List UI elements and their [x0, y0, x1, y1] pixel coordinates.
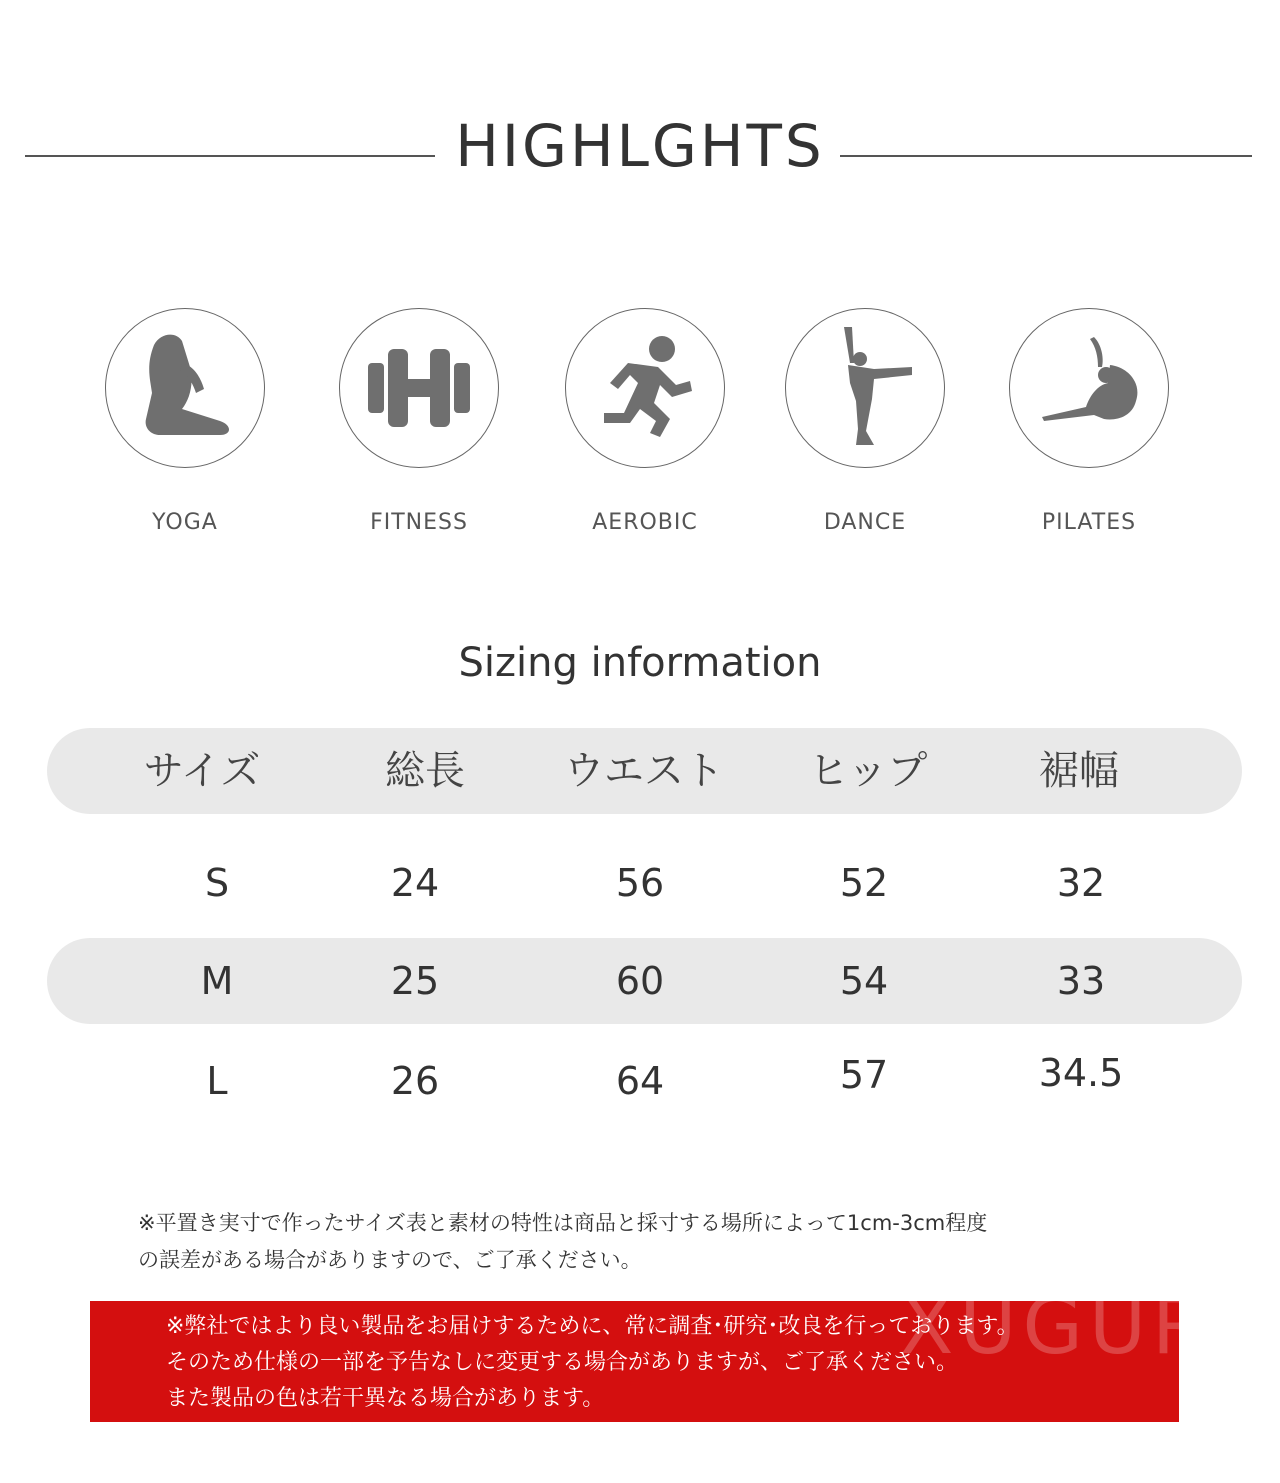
header-hem: 裾幅: [1039, 748, 1119, 794]
yoga-pose-icon: [120, 323, 250, 453]
size-table-header: [47, 728, 1242, 814]
sizing-title: Sizing information: [458, 640, 822, 686]
table-row: [47, 840, 1242, 926]
table-cell: 57: [839, 1053, 889, 1097]
table-cell: 60: [615, 959, 665, 1003]
measurement-note: [138, 1205, 1148, 1279]
table-row: [47, 938, 1242, 1024]
notice-line: また製品の色は若干異なる場合があります。: [166, 1386, 605, 1411]
table-cell: 34.5: [1038, 1051, 1124, 1095]
table-cell: L: [206, 1059, 228, 1103]
header-waist: ウエスト: [564, 748, 724, 794]
activity-circle: [1009, 308, 1169, 468]
header-length: 総長: [385, 748, 465, 794]
activity-label: DANCE: [823, 510, 907, 535]
table-cell: 56: [615, 861, 665, 905]
dancer-pose-icon: [800, 323, 930, 453]
pilates-pose-icon: [1024, 323, 1154, 453]
table-cell: 64: [615, 1059, 665, 1103]
measurement-note-line: の誤差がある場合がありますので、ご了承ください。: [138, 1248, 642, 1272]
activity-fitness: [304, 308, 534, 535]
table-cell: 26: [390, 1059, 440, 1103]
brand-watermark: XUGUR: [900, 1282, 1213, 1372]
table-row: [47, 1038, 1242, 1124]
table-cell: S: [204, 861, 230, 905]
activity-pilates: [974, 308, 1204, 535]
highlights-title: HIGHLGHTS: [455, 112, 825, 180]
table-cell: 33: [1056, 959, 1106, 1003]
activity-list: [0, 308, 1280, 568]
activity-circle: [785, 308, 945, 468]
activity-yoga: [70, 308, 300, 535]
activity-circle: [339, 308, 499, 468]
table-cell: 25: [390, 959, 440, 1003]
product-notice-box: [90, 1282, 1213, 1422]
activity-label: PILATES: [1041, 510, 1137, 535]
activity-label: FITNESS: [370, 510, 468, 535]
table-cell: 54: [839, 959, 889, 1003]
header-hip: ヒップ: [808, 748, 928, 794]
table-cell: 32: [1056, 861, 1106, 905]
activity-aerobic: [530, 308, 760, 535]
table-cell: M: [200, 959, 234, 1003]
activity-label: AEROBIC: [592, 510, 698, 535]
notice-line: ※弊社ではより良い製品をお届けするために、常に調査･研究･改良を行っております。: [166, 1314, 1019, 1339]
notice-line: そのため仕様の一部を予告なしに変更する場合がありますが、ご了承ください。: [166, 1350, 959, 1375]
header-size: サイズ: [143, 748, 261, 794]
table-cell: 52: [839, 861, 889, 905]
measurement-note-line: ※平置き実寸で作ったサイズ表と素材の特性は商品と採寸する場所によって1cm-3cm程度: [138, 1211, 988, 1235]
dumbbell-icon: [354, 323, 484, 453]
activity-circle: [565, 308, 725, 468]
activity-dance: [750, 308, 980, 535]
activity-label: YOGA: [152, 510, 218, 535]
table-cell: 24: [390, 861, 440, 905]
activity-circle: [105, 308, 265, 468]
running-figure-icon: [580, 323, 710, 453]
